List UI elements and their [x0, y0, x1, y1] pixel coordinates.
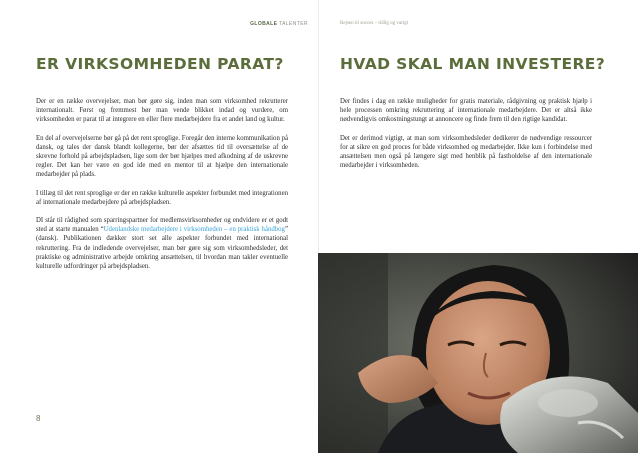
worker-photo [318, 253, 638, 453]
running-header-left-light: TALENTER [279, 21, 308, 27]
right-paragraph-1: Der findes i dag en række muligheder for gratis materiale, rådgivning og praktisk hjælp i hele processen omkring rekruttering af internationale medarbejdere. Det er altså ikke nødvendigvis omkostningstungt at annoncere og finde frem til den rigtige kandidat. [340, 98, 592, 124]
running-header-right: Rejsen til succes – tidlig og varigt [340, 21, 409, 26]
left-page-body [36, 97, 288, 280]
handbook-link[interactable]: Udenlandske medarbejdere i virksomheden – en praktisk håndbog [103, 226, 285, 234]
running-header-left [250, 21, 308, 27]
right-paragraph-2: Det er derimod vigtigt, at man som virksomhedsleder dedikerer de nødvendige ressourcer for at sikre en god proces for både virksomhed og medarbejder. Ikke kun i forbindelse med ansættelsen men også på længere sigt med henblik på fastholdelse af den internationale medarbejder i virksomheden. [340, 134, 592, 170]
page-number: 8 [36, 414, 41, 423]
left-page-heading: ER VIRKSOMHEDEN PARAT? [36, 55, 284, 73]
left-paragraph-4 [36, 216, 288, 271]
paragraph-4-rest: ” (dansk). Publikationen dækker stort set alle aspekter forbundet med international rekruttering. Fra de indledende overvejelser, man bør gøre sig som virksomhedsleder, det praktiske og administrative arbejde omkring ansættelsen, til hvordan man takler eventuelle kulturelle udfordringer på arbejdspladsen. [36, 226, 288, 270]
left-paragraph-3: I tillæg til det rent sproglige er der en række kulturelle aspekter forbundet med integrationen af internationale medarbejdere på arbejdspladsen. [36, 189, 288, 206]
left-paragraph-1: Der er en række overvejelser, man bør gøre sig, inden man som virksomhed rekrutterer internationalt. Først og fremmest bør man vende blikket indad og vurdere, om virksomheden er parat til at integrere en eller flere medarbejdere fra et andet land og kultur. [36, 98, 288, 124]
right-page-heading: HVAD SKAL MAN INVESTERE? [340, 55, 606, 73]
left-paragraph-2: En del af overvejelserne bør gå på det rent sproglige. Foregår den interne kommunikation på dansk, og tales der dansk blandt kollegerne, bør der afsættes tid til oversættelse af de skrevne forhold på arbejdspladsen, lige som der bør hjælpes med afkodning af de uskrevne regler. Det kan her være en god ide med en mentor til at hjælpe den internationale medarbejder på plads. [36, 134, 288, 179]
paragraph-4-intro: DI står til rådighed som sparringspartner for medlemsvirksomheder og endvidere er et godt sted at starte manualen “ [36, 217, 288, 234]
right-page-body [340, 97, 592, 179]
running-header-left-bold: GLOBALE [250, 21, 278, 27]
worker-photo-illustration [318, 253, 638, 453]
